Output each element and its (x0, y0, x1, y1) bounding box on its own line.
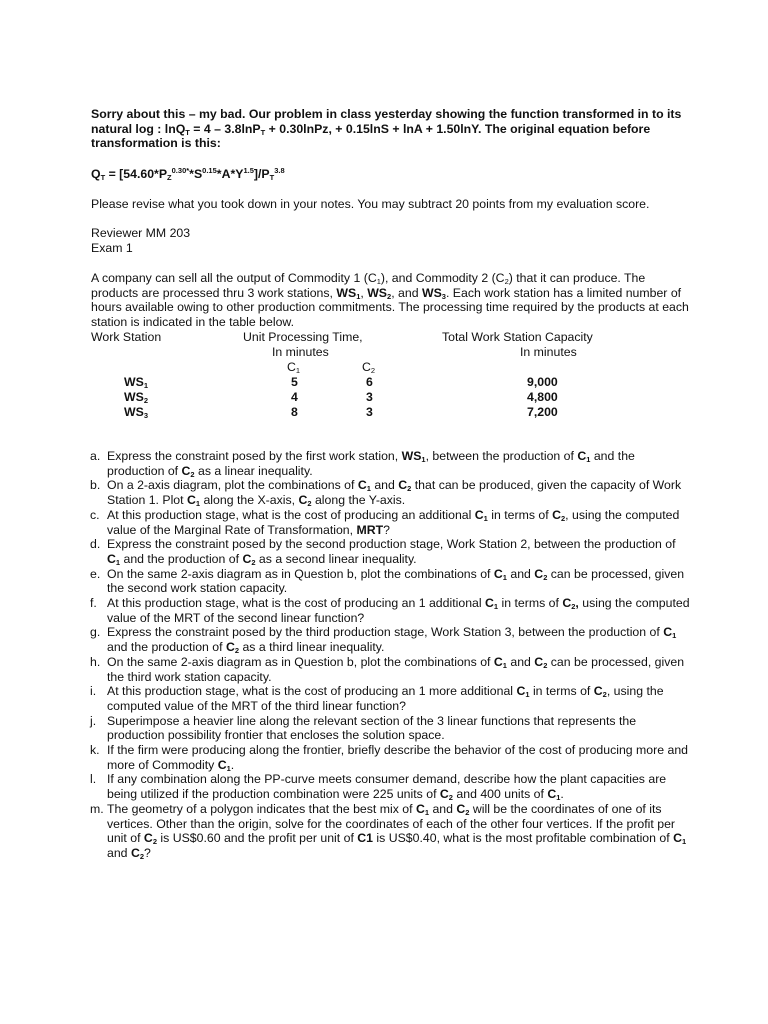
question-label: l. (90, 772, 97, 787)
row-ws3-label: $WS_3$ (124, 405, 148, 420)
row-ws3-c2: 3 (366, 405, 373, 419)
question-text: At this production stage, what is the cost of producing an 1 additional $C_1$ in terms of $C_2$, using the computed value of the MRT of the second linear function? (107, 596, 690, 625)
row-ws2-label: $WS_2$ (124, 390, 148, 405)
question-label: m. (90, 801, 104, 816)
question-item (90, 684, 690, 713)
apology-paragraph: Sorry about this – my bad. Our problem in class yesterday showing the function transformed in to its natural log : lnQ$_T$ = 4 – 3.8lnP$_T$ + 0.30lnPz, + 0.15lnS + lnA + 1.50lnY. The original equation before transformation is this: (91, 107, 682, 151)
row-ws1-label: $WS_1$ (124, 375, 148, 390)
col-header-station: Work Station (91, 330, 162, 344)
question-label: b. (90, 478, 101, 493)
question-text: If any combination along the PP-curve meets consumer demand, describe how the plant capacities are being utilized if the production combination were 225 units of $C_2$ and 400 units of $C_1$. (107, 772, 667, 803)
col-header-capacity-unit: In minutes (520, 345, 577, 359)
col-header-c2: $C_2$ (362, 360, 376, 375)
question-text: On a 2-axis diagram, plot the combinations of $C_1$ and $C_2$ that can be produced, given the capacity of Work Station 1. Plot $C_1$ along the X-axis, $C_2$ along the Y-axis. (107, 478, 682, 509)
question-item (90, 802, 690, 861)
question-label: a. (90, 449, 101, 463)
question-label: e. (90, 566, 101, 581)
question-label: h. (90, 654, 101, 669)
question-text: At this production stage, what is the cost of producing an 1 more additional $C_1$ in terms of $C_2$, using the computed value of the MRT of the third linear function? (107, 684, 664, 713)
question-label: c. (90, 507, 100, 522)
problem-statement: A company can sell all the output of Commodity 1 $(C_1)$, and Commodity 2 $(C_2)$ that it can produce. The products are processed thru 3 work stations, $WS_1$, $WS_2$, and $WS_3$. Each work station has a limited number of hours available owing to other production commitments. The processing time required by the products at each station is indicated in the table below. (91, 271, 689, 330)
row-ws1-c1: 5 (291, 375, 298, 389)
question-item (90, 714, 690, 743)
question-text: On the same 2-axis diagram as in Question b, plot the combinations of $C_1$ and $C_2$ can be processed, given the second work station capacity. (107, 566, 685, 596)
question-item (90, 655, 690, 684)
question-text: Express the constraint posed by the second production stage, Work Station 2, between the production of $C_1$ and the production of $C_2$ as a second linear inequality. (107, 537, 676, 567)
question-item (90, 596, 690, 625)
col-header-capacity: Total Work Station Capacity (442, 330, 593, 344)
row-ws1-capacity: 9,000 (527, 375, 558, 389)
exam-title: Exam 1 (91, 241, 133, 255)
question-item (90, 537, 690, 566)
question-label: i. (90, 684, 97, 699)
original-equation: $Q_T = [54.60*P_Z^{0.30*}*S^{0.15}*A*Y^{1.5}]/P_T^{3.8}$ (91, 166, 285, 182)
row-ws3-capacity: 7,200 (527, 405, 558, 419)
question-text: Express the constraint posed by the third production stage, Work Station 3, between the production of $C_1$ and the production of $C_2$ as a third linear inequality. (107, 625, 677, 656)
question-label: f. (90, 596, 97, 611)
question-list (90, 449, 690, 861)
reviewer-title: Reviewer MM 203 (91, 226, 191, 240)
row-ws3-c1: 8 (291, 405, 298, 419)
question-item (90, 478, 690, 507)
question-label: g. (90, 625, 101, 640)
question-label: d. (90, 537, 101, 552)
question-item (90, 625, 690, 654)
question-item (90, 743, 690, 772)
question-text: If the firm were producing along the frontier, briefly describe the behavior of the cost of producing more and more of Commodity $C_1$. (107, 743, 689, 773)
question-label: j. (90, 713, 97, 728)
row-ws2-c1: 4 (291, 390, 298, 404)
question-label: k. (90, 743, 100, 758)
col-header-time-unit: In minutes (272, 345, 329, 359)
question-item (90, 449, 690, 478)
question-text: The geometry of a polygon indicates that the best mix of $C_1$ and $C_2$ will be the coordinates of one of its vertices. Other than the origin, solve for the coordinates of each of the other four vertices. If the profit per unit of $C_2$ is US$0.60 and the profit per unit of C1 is US$0.40, what is the most profitable combination of $C_1$ and $C_2$? (107, 801, 687, 861)
row-ws1-c2: 6 (366, 375, 373, 389)
col-header-time: Unit Processing Time, (243, 330, 363, 344)
question-text: Express the constraint posed by the first work station, $WS_1$, between the production of $C_1$ and the production of $C_2$ as a linear inequality. (107, 449, 635, 479)
question-item (90, 772, 690, 801)
question-text: Superimpose a heavier line along the relevant section of the 3 linear functions that represents the production possibility frontier that encloses the solution space. (107, 713, 637, 743)
question-text: On the same 2-axis diagram as in Question b, plot the combinations of $C_1$ and $C_2$ can be processed, given the third work station capacity. (107, 654, 685, 684)
question-item (90, 567, 690, 596)
question-text: At this production stage, what is the cost of producing an additional $C_1$ in terms of $C_2$, using the computed value of the Marginal Rate of Transformation, MRT? (107, 507, 680, 537)
row-ws2-c2: 3 (366, 390, 373, 404)
row-ws2-capacity: 4,800 (527, 390, 558, 404)
revise-note: Please revise what you took down in your notes. You may subtract 20 points from my evaluation score. (91, 197, 650, 211)
question-item (90, 508, 690, 537)
col-header-c1: $C_1$ (287, 360, 301, 375)
